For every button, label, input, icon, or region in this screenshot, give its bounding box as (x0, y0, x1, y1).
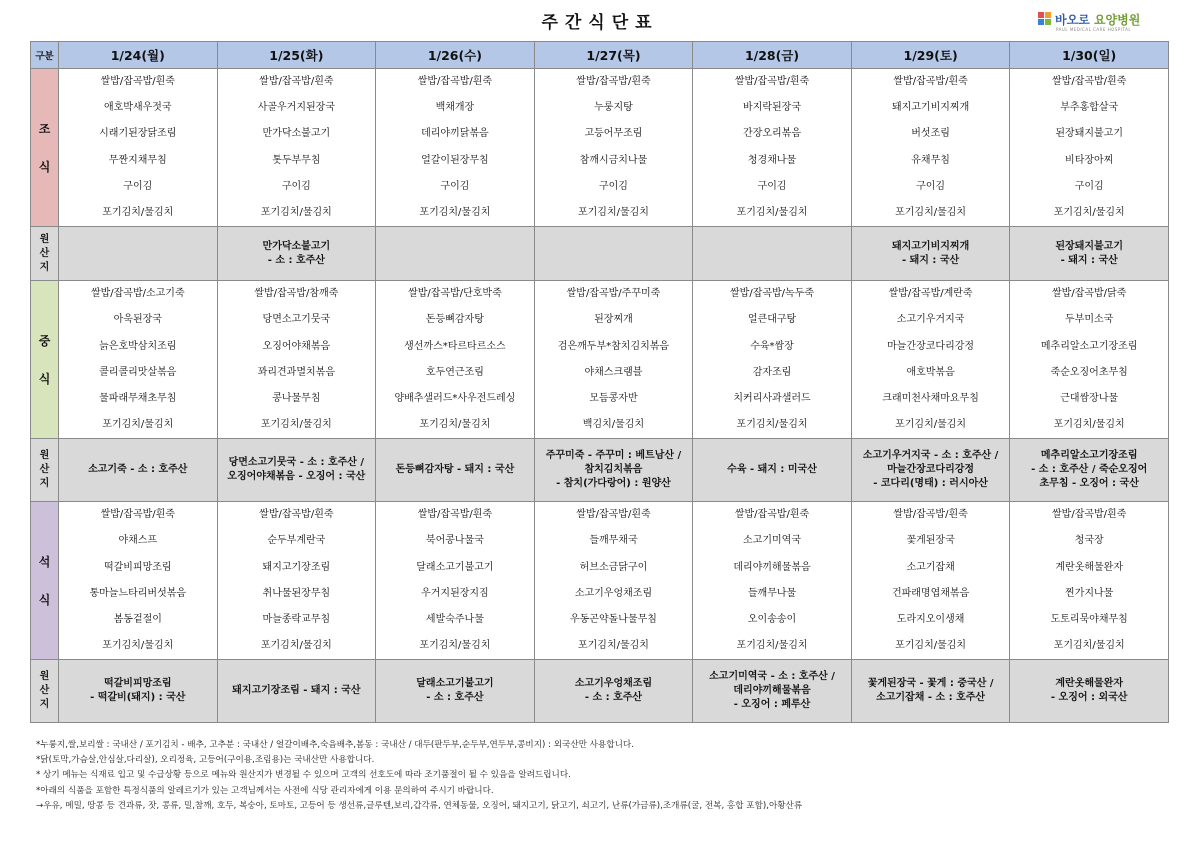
menu-item: 감자조림 (752, 366, 792, 378)
menu-item: 쌀밥/잡곡밥/참깨죽 (254, 288, 339, 300)
meal-label-char: 식 (38, 371, 51, 386)
menu-item: 쌀밥/잡곡밥/흰죽 (100, 509, 175, 521)
origin-label-char: 원 (39, 233, 50, 245)
breakfast-day-cell (376, 69, 535, 227)
origin-line: 꽃게된장국 - 꽃게 : 중국산 / (867, 678, 994, 690)
breakfast-day-cell (1010, 69, 1169, 227)
menu-item: 돼지고기비지찌개 (891, 102, 970, 114)
menu-item: 쌀밥/잡곡밥/흰죽 (259, 76, 334, 87)
origin-cell (376, 227, 535, 281)
menu-item: 쌀밥/잡곡밥/닭죽 (1052, 288, 1127, 300)
origin-line: - 소 : 호주산 / 죽순오징어 (1031, 464, 1148, 476)
lunch-origin-row (31, 439, 1169, 502)
menu-item: 데리야끼해물볶음 (733, 561, 811, 573)
origin-line: 소고기죽 - 소 : 호주산 (88, 464, 188, 476)
origin-cell (693, 439, 852, 502)
menu-item: 당면소고기뭇국 (262, 314, 331, 326)
origin-cell (534, 660, 693, 723)
menu-item: 포기김치/물김치 (260, 206, 332, 218)
lunch-day-cell (217, 281, 376, 439)
origin-line: 돼지고기장조림 - 돼지 : 국산 (232, 685, 361, 697)
menu-item: 소고기우거지국 (896, 314, 965, 326)
menu-item: 죽순오징어초무침 (1050, 366, 1128, 378)
header-row (31, 42, 1169, 69)
menu-item: 소고기미역국 (743, 535, 802, 547)
day-header: 1/27(목) (534, 42, 693, 69)
menu-item: 두부미소국 (1065, 314, 1114, 326)
menu-item: 모듬콩자반 (589, 392, 638, 404)
menu-item: 유채무침 (911, 154, 950, 166)
day-header: 1/30(일) (1010, 42, 1169, 69)
menu-item: 애호박새우젓국 (103, 102, 172, 114)
lunch-day-cell (693, 281, 852, 439)
dinner-label (31, 502, 59, 660)
menu-item: 늙은호박삼치조림 (99, 340, 177, 352)
origin-cell (376, 660, 535, 723)
menu-item: 부추홍합살국 (1060, 102, 1119, 114)
lunch-day-cell (376, 281, 535, 439)
origin-line: 소고기잡채 - 소 : 호주산 (876, 692, 986, 704)
origin-cell (851, 660, 1010, 723)
footnote: *누룽지,쌀,보리쌀 : 국내산 / 포기김치 - 배추, 고추분 : 국내산 / 얼갈이배추,숙음배추,봄동 : 국내산 / 대두(판두부,순두부,연두부,콩비지) : 외국산만 사용합니다. (36, 740, 634, 750)
menu-item: 쌀밥/잡곡밥/단호박죽 (408, 288, 502, 300)
menu-item: 누룽지탕 (594, 102, 633, 114)
menu-item: 북어콩나물국 (425, 535, 484, 547)
menu-item: 쌀밥/잡곡밥/흰죽 (893, 76, 968, 87)
menu-item: 쌀밥/잡곡밥/흰죽 (1052, 76, 1127, 87)
menu-item: 돈등뼈감자탕 (425, 314, 484, 326)
menu-item: 야채스크램블 (584, 366, 643, 378)
origin-line: 데리야끼해물볶음 (733, 685, 811, 697)
menu-item: 버섯조림 (911, 128, 950, 140)
menu-item: 콩나물무침 (272, 392, 321, 404)
breakfast-day-cell (217, 69, 376, 227)
menu-item: 순두부계란국 (267, 535, 326, 547)
menu-item: 구이김 (281, 180, 311, 192)
menu-item: 계란옷해물완자 (1055, 561, 1123, 573)
origin-line: - 떡갈비(돼지) : 국산 (90, 692, 186, 704)
footnote: *아래의 식품을 포함한 특정식품의 알레르기가 있는 고객님께서는 사전에 식당 관리자에게 이용 문의하여 주시기 바랍니다. (36, 785, 494, 796)
lunch-day-cell (534, 281, 693, 439)
menu-item: 얼갈이된장무침 (421, 154, 489, 166)
breakfast-day-cell (851, 69, 1010, 227)
menu-item: 포기김치/물김치 (1053, 640, 1125, 652)
menu-item: 들깨무채국 (589, 535, 638, 547)
menu-item: 된장돼지불고기 (1055, 128, 1123, 140)
origin-cell (534, 439, 693, 502)
logo-mark-icon (1038, 12, 1052, 26)
origin-line: 당면소고기뭇국 - 소 : 호주산 / (228, 457, 365, 469)
origin-line: 떡갈비피망조림 (103, 678, 172, 690)
dinner-day-cell (851, 502, 1010, 660)
menu-item: 야채스프 (118, 535, 158, 547)
origin-line: - 소 : 호주산 (426, 692, 484, 704)
menu-item: 참깨시금치나물 (579, 154, 648, 166)
menu-item: 백김치/물김치 (582, 419, 645, 431)
menu-item: 쌀밥/잡곡밥/흰죽 (259, 509, 334, 521)
menu-item: 비타장아찌 (1065, 154, 1114, 166)
menu-item: 오이송송이 (747, 614, 797, 625)
dinner-day-cell (534, 502, 693, 660)
origin-line: 소고기우엉채조림 (574, 678, 653, 690)
menu-item: 우거지된장지짐 (421, 587, 489, 599)
menu-item: 바지락된장국 (743, 102, 802, 114)
origin-cell (217, 660, 376, 723)
menu-item: 포기김치/물김치 (102, 419, 174, 431)
menu-item: 포기김치/물김치 (260, 640, 332, 652)
menu-item: 쌀밥/잡곡밥/흰죽 (576, 76, 651, 87)
origin-cell (376, 439, 535, 502)
menu-item: 포기김치/물김치 (419, 640, 491, 652)
menu-item: 쌀밥/잡곡밥/흰죽 (100, 76, 175, 87)
menu-item: 애호박볶음 (906, 366, 955, 378)
lunch-day-cell (851, 281, 1010, 439)
logo-name (1055, 11, 1140, 28)
origin-line: - 돼지 : 국산 (901, 254, 960, 266)
menu-item: 수육*쌈장 (750, 340, 794, 352)
menu-item: 양배추샐러드*사우전드레싱 (394, 392, 516, 404)
origin-line: 된장돼지불고기 (1055, 240, 1123, 252)
menu-item: 백채개장 (435, 102, 475, 114)
origin-cell (851, 227, 1010, 281)
menu-item: 데리야끼닭볶음 (421, 128, 489, 140)
logo-name-sub: 요양병원 (1093, 13, 1141, 27)
day-header: 1/26(수) (376, 42, 535, 69)
menu-item: 취나물된장무침 (262, 587, 331, 599)
origin-line: 마늘간장코다리강정 (887, 464, 975, 476)
dinner-day-cell (376, 502, 535, 660)
menu-item: 구이김 (598, 180, 628, 192)
origin-line: 소고기미역국 - 소 : 호주산 / (709, 671, 835, 683)
origin-label-char: 지 (39, 699, 50, 711)
menu-item: 포기김치/물김치 (895, 419, 967, 431)
menu-item: 찐가지나물 (1065, 587, 1114, 599)
menu-item: 포기김치/물김치 (895, 640, 967, 652)
breakfast-origin-row (31, 227, 1169, 281)
origin-cell (59, 660, 218, 723)
menu-item: 만가닥소불고기 (262, 128, 331, 140)
menu-item: 아욱된장국 (113, 314, 162, 326)
menu-item: 된장찌개 (594, 314, 633, 326)
menu-item: 포기김치/물김치 (1053, 419, 1125, 431)
origin-line: - 돼지 : 국산 (1060, 254, 1118, 266)
menu-item: 마늘간장코다리강정 (887, 340, 975, 352)
menu-item: 꽈리견과멸치볶음 (257, 366, 335, 378)
origin-cell (851, 439, 1010, 502)
origin-label (31, 660, 59, 723)
menu-item: 청국장 (1074, 535, 1104, 547)
menu-item: 메추리알소고기장조림 (1040, 340, 1138, 352)
origin-line: - 소 : 호주산 (584, 692, 643, 704)
origin-line: 메추리알소고기장조림 (1040, 450, 1138, 462)
origin-line: - 코다리(명태) : 러시아산 (873, 478, 988, 490)
menu-item: 콜리콜리맛살볶음 (99, 366, 177, 378)
menu-item: 쌀밥/잡곡밥/소고기죽 (90, 288, 185, 300)
footnote: *닭(토막,가슴살,안심살,다리살), 오리정육, 고등어(구이용,조림용)는 국내산만 사용합니다. (36, 755, 375, 766)
menu-item: 포기김치/물김치 (1053, 206, 1125, 218)
footnote: * 상기 메뉴는 식재료 입고 및 수급상황 등으로 메뉴와 원산지가 변경될 수 있으며 고객의 선호도에 따라 조기품절이 될 수 있음을 알려드립니다. (36, 770, 571, 781)
origin-line: 만가닥소불고기 (262, 240, 331, 252)
dinner-day-cell (1010, 502, 1169, 660)
origin-label-char: 산 (39, 464, 50, 476)
menu-item: 톳두부무침 (272, 154, 321, 166)
origin-line: - 참치(가다랑어) : 원양산 (556, 478, 671, 490)
menu-item: 얼큰대구탕 (747, 314, 797, 326)
origin-cell (693, 227, 852, 281)
menu-item: 쌀밥/잡곡밥/흰죽 (1052, 509, 1127, 521)
origin-label (31, 227, 59, 281)
dinner-day-cell (59, 502, 218, 660)
menu-item: 구이김 (1074, 180, 1104, 192)
lunch-day-cell (59, 281, 218, 439)
page-title: 주간식단표 (541, 13, 659, 33)
origin-cell (1010, 227, 1169, 281)
menu-item: 도토리묵야채무침 (1050, 614, 1128, 625)
menu-item: 통마늘느타리버섯볶음 (89, 587, 187, 599)
menu-item: 포기김치/물김치 (102, 640, 174, 652)
origin-line: 주꾸미죽 - 주꾸미 : 베트남산 / (545, 450, 682, 462)
menu-item: 검은깨두부*참치김치볶음 (557, 340, 670, 352)
menu-item: 포기김치/물김치 (102, 206, 174, 218)
menu-item: 무짠지채무침 (108, 154, 167, 166)
origin-label (31, 439, 59, 502)
menu-item: 구이김 (916, 180, 946, 192)
menu-item: 포기김치/물김치 (577, 640, 649, 652)
lunch-day-cell (1010, 281, 1169, 439)
origin-cell (1010, 660, 1169, 723)
menu-item: 도라지오이생채 (896, 614, 965, 625)
menu-item: 구이김 (440, 180, 470, 192)
origin-line: 초무침 - 오징어 : 국산 (1039, 478, 1139, 490)
origin-line: - 오징어 : 페루산 (733, 699, 811, 711)
origin-line: 소고기우거지국 - 소 : 호주산 / (862, 450, 999, 462)
meal-label-char: 석 (38, 554, 51, 569)
corner-label: 구분 (31, 42, 59, 69)
breakfast-label (31, 69, 59, 227)
menu-item: 쌀밥/잡곡밥/녹두죽 (730, 288, 815, 300)
origin-cell (59, 227, 218, 281)
menu-item: 쌀밥/잡곡밥/흰죽 (417, 76, 493, 87)
breakfast-row (31, 69, 1169, 227)
menu-item: 건파래명엽채볶음 (891, 587, 970, 599)
menu-item: 쌀밥/잡곡밥/흰죽 (576, 509, 651, 521)
origin-line: 참치김치볶음 (584, 464, 643, 476)
menu-item: 쌀밥/잡곡밥/계란죽 (888, 288, 973, 300)
dinner-row (31, 502, 1169, 660)
dinner-day-cell (217, 502, 376, 660)
menu-item: 쌀밥/잡곡밥/흰죽 (734, 76, 810, 87)
origin-cell (1010, 439, 1169, 502)
lunch-row (31, 281, 1169, 439)
menu-item: 포기김치/물김치 (419, 419, 491, 431)
origin-line: 돈등뼈감자탕 - 돼지 : 국산 (395, 464, 515, 476)
menu-item: 소고기우엉채조림 (574, 587, 653, 599)
menu-item: 근대쌈장나물 (1060, 392, 1119, 404)
menu-item: 들깨무나물 (747, 587, 797, 599)
menu-item: 쌀밥/잡곡밥/흰죽 (893, 509, 968, 521)
meal-label-char: 식 (38, 592, 51, 607)
origin-cell (217, 439, 376, 502)
menu-item: 포기김치/물김치 (736, 640, 808, 652)
lunch-label (31, 281, 59, 439)
menu-item: 소고기잡채 (906, 561, 955, 573)
day-header: 1/25(화) (217, 42, 376, 69)
day-header: 1/29(토) (851, 42, 1010, 69)
origin-label-char: 원 (39, 671, 50, 683)
menu-item: 고등어무조림 (584, 128, 643, 140)
menu-item: 간장오리볶음 (743, 128, 802, 140)
day-header: 1/28(금) (693, 42, 852, 69)
origin-cell (534, 227, 693, 281)
menu-item: 구이김 (123, 180, 153, 192)
breakfast-day-cell (534, 69, 693, 227)
menu-item: 허브소금닭구이 (579, 561, 648, 573)
menu-item: 세발숙주나물 (425, 614, 484, 625)
menu-item: 봄동겉절이 (113, 614, 162, 625)
breakfast-day-cell (693, 69, 852, 227)
menu-item: 떡갈비피망조림 (103, 561, 172, 573)
menu-item: 시래기된장닭조림 (99, 128, 177, 140)
origin-line: - 오징어 : 외국산 (1050, 692, 1128, 704)
origin-label-char: 산 (39, 685, 50, 697)
weekly-menu-table (30, 41, 1169, 723)
origin-label-char: 지 (39, 261, 50, 273)
origin-label-char: 지 (39, 478, 50, 490)
menu-item: 호두연근조림 (425, 366, 484, 378)
origin-label-char: 산 (39, 247, 50, 259)
origin-line: 계란옷해물완자 (1055, 678, 1123, 690)
menu-item: 구이김 (757, 180, 787, 192)
origin-cell (59, 439, 218, 502)
origin-line: - 소 : 호주산 (267, 254, 325, 266)
menu-item: 포기김치/물김치 (419, 206, 491, 218)
menu-item: 달래소고기불고기 (416, 561, 494, 573)
menu-item: 포기김치/물김치 (895, 206, 967, 218)
origin-line: 돼지고기비지찌개 (891, 240, 970, 252)
menu-item: 포기김치/물김치 (736, 419, 808, 431)
origin-line: 오징어야채볶음 - 오징어 : 국산 (227, 471, 366, 483)
footnote: →우유, 메밀, 땅콩 등 견과류, 잣, 콩류, 밀,참깨, 호두, 복숭아, 토마토, 고등어 등 생선류,글루텐,보리,갑각류, 연체동물, 오징어, 돼지고기, 닭고기, 쇠고기, 난류(가금류),조개류(굴, 전복, 홍합 포함),아황산류 (36, 800, 803, 811)
logo-name-main: 바오로 (1055, 13, 1090, 27)
origin-cell (217, 227, 376, 281)
dinner-origin-row (31, 660, 1169, 723)
origin-label-char: 원 (39, 450, 50, 462)
breakfast-day-cell (59, 69, 218, 227)
menu-item: 포기김치/물김치 (260, 419, 332, 431)
meal-label-char: 중 (38, 333, 51, 348)
menu-item: 쌀밥/잡곡밥/흰죽 (417, 509, 493, 521)
origin-cell (693, 660, 852, 723)
menu-item: 포기김치/물김치 (736, 206, 808, 218)
footnotes (36, 738, 802, 814)
menu-item: 꽃게된장국 (906, 535, 955, 547)
menu-item: 포기김치/물김치 (577, 206, 649, 218)
hospital-logo (1038, 10, 1148, 36)
menu-item: 쌀밥/잡곡밥/주꾸미죽 (566, 288, 661, 300)
meal-label-char: 식 (38, 159, 51, 174)
menu-item: 크래미천사채마요무침 (882, 392, 979, 404)
dinner-day-cell (693, 502, 852, 660)
origin-line: 수육 - 돼지 : 미국산 (727, 464, 817, 476)
menu-item: 오징어야채볶음 (262, 340, 331, 352)
meal-label-char: 조 (38, 121, 51, 136)
menu-item: 쌀밥/잡곡밥/흰죽 (734, 509, 810, 521)
origin-line: 달래소고기불고기 (416, 678, 494, 690)
menu-item: 우동곤약돌나물무침 (569, 614, 657, 625)
logo-subtitle: PAUL MEDICAL CARE HOSPITAL (1056, 27, 1132, 32)
day-header: 1/24(월) (59, 42, 218, 69)
menu-item: 사골우거지된장국 (257, 102, 335, 114)
menu-item: 마늘종락교무침 (262, 614, 331, 625)
menu-item: 청경채나물 (747, 154, 797, 166)
menu-item: 돼지고기장조림 (262, 561, 331, 573)
menu-item: 생선까스*타르타르소스 (404, 340, 506, 352)
menu-item: 치커리사과샐러드 (733, 392, 811, 404)
menu-item: 물파래무채초무침 (99, 392, 177, 404)
